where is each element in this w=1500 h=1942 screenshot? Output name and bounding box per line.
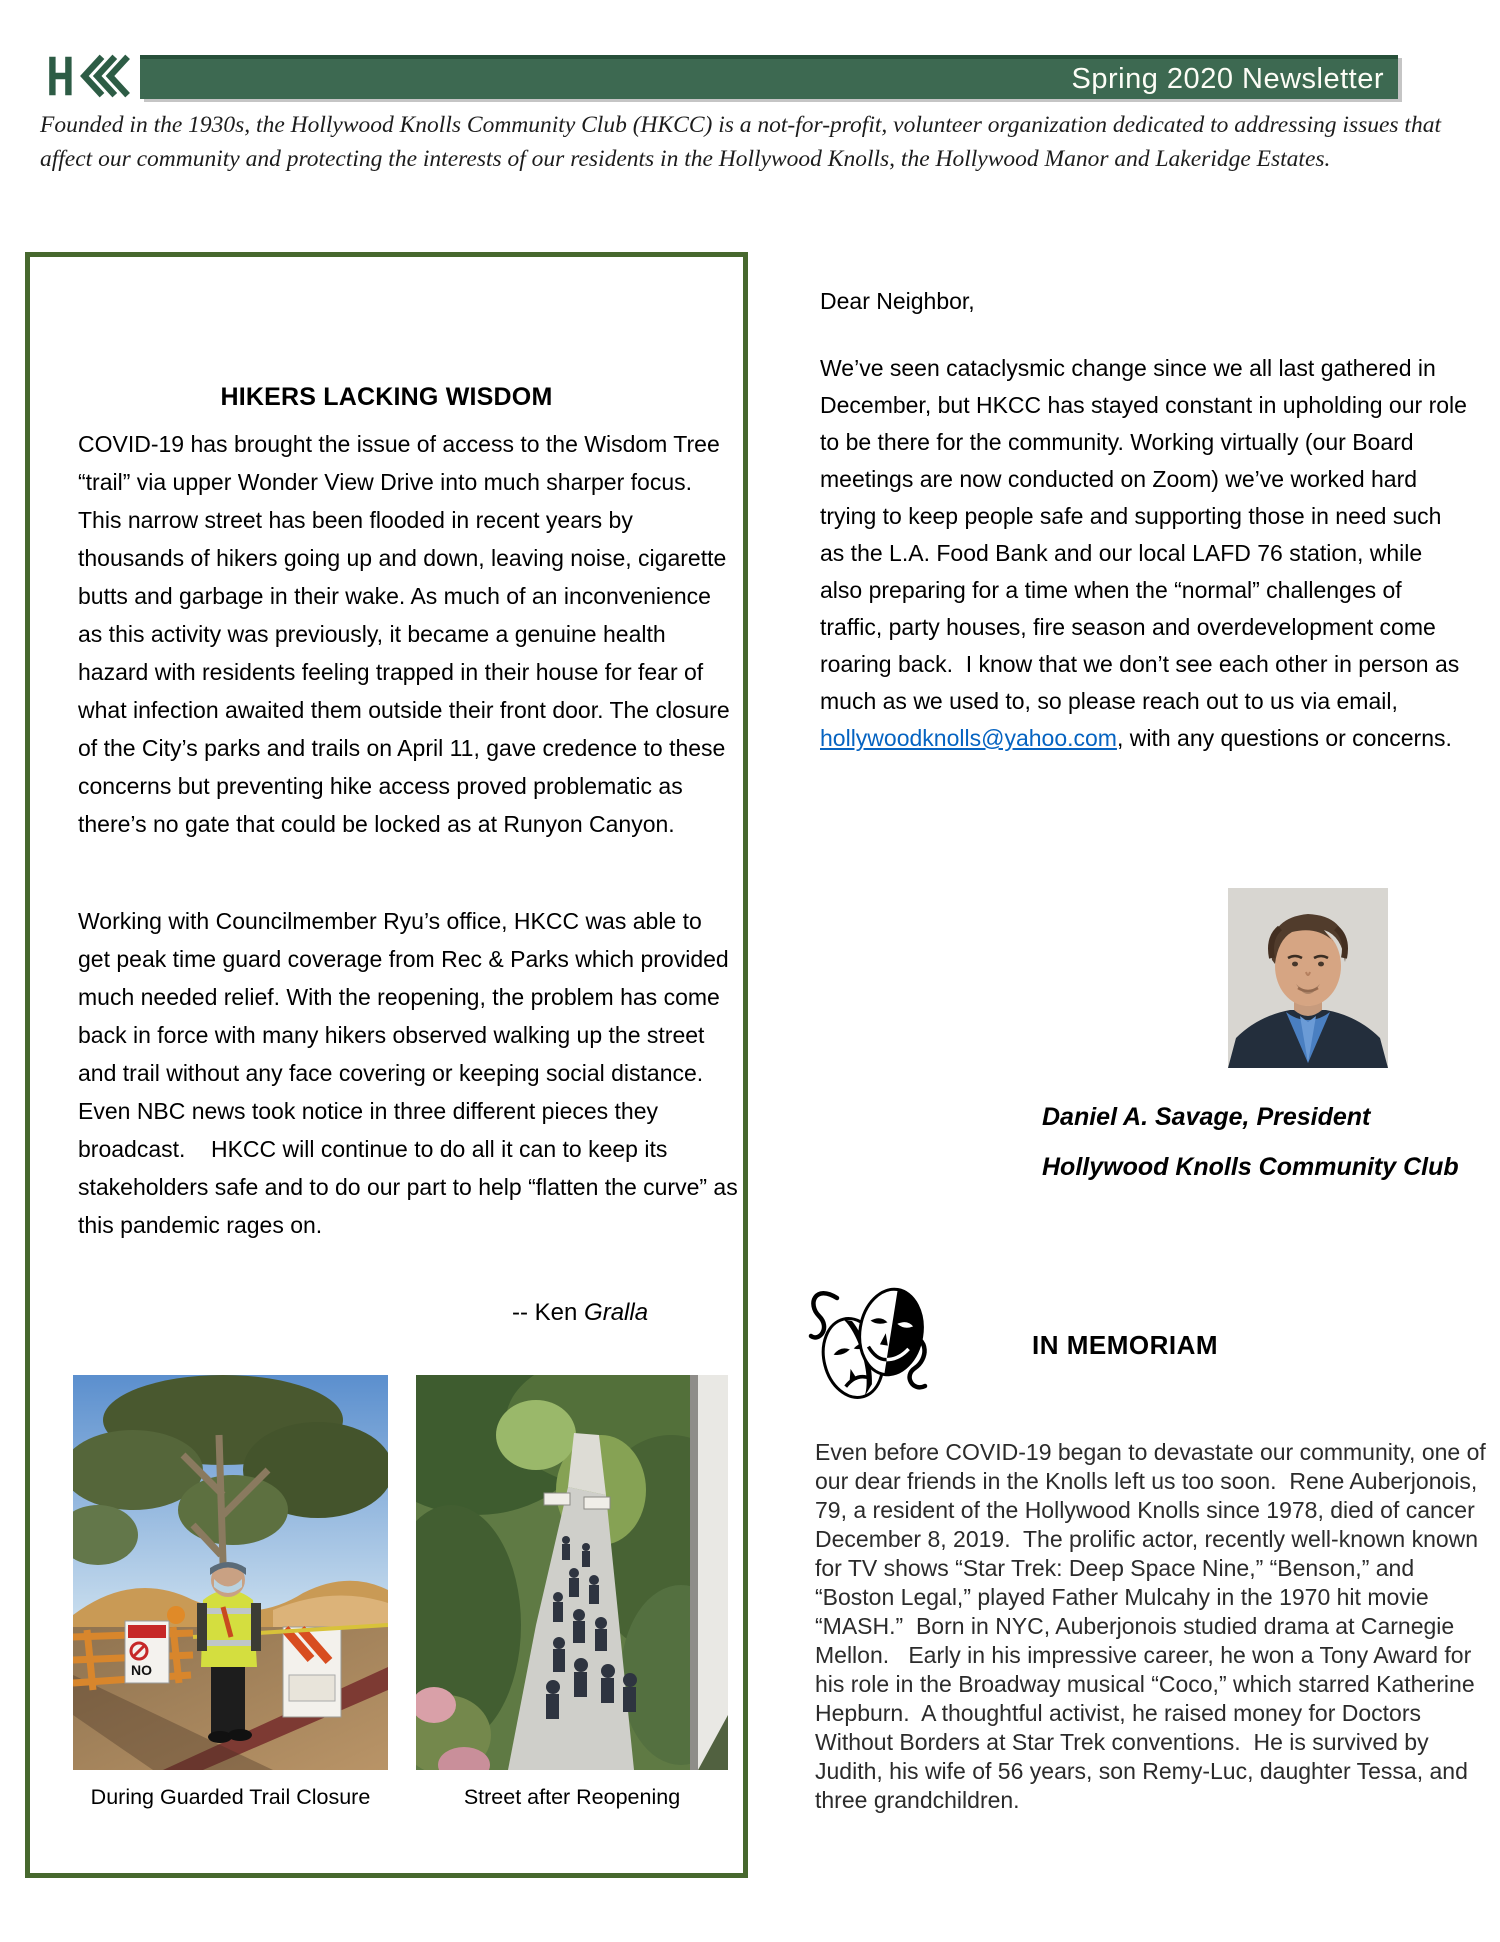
byline-prefix: -- Ken [512,1299,585,1326]
letter-body-text-end: , with any questions or concerns. [1116,725,1452,751]
signature-name: Daniel A. Savage, President [1042,1103,1371,1131]
article-paragraph-1: COVID-19 has brought the issue of access to the Wisdom Tree “trail” via upper Wonder View Drive into much sharper focus. This narrow street has been flooded in recent years by thousands of hikers going up and down, leaving noise, cigarette butts and garbage in their wake. As much of an inconvenience as this activity was previously, it became a genuine health hazard with residents feeling trapped in their house for fear of what infection awaited them outside their front door. The closure of the City’s parks and trails on April 11, gave credence to these concerns but preventing hike access proved problematic as there’s no gate that could be locked as at Runyon Canyon. [78,431,737,837]
photo1-caption: During Guarded Trail Closure [90,1785,371,1809]
svg-text:NO: NO [131,1662,152,1678]
letter-body [820,350,1474,757]
article-box [25,252,748,1878]
byline-author: Gralla [584,1299,649,1326]
letter-salutation: Dear Neighbor, [820,288,975,314]
article-byline [512,1299,648,1327]
signature-org: Hollywood Knolls Community Club [1042,1153,1459,1181]
letter-signature [1042,1092,1459,1192]
hkcc-logo-icon [46,50,142,102]
theater-masks-icon [803,1276,945,1408]
newsletter-title: Spring 2020 Newsletter [1071,62,1384,95]
article-title: HIKERS LACKING WISDOM [220,383,553,411]
header-bar [140,55,1398,99]
article-paragraph-2: Working with Councilmember Ryu’s office, HKCC was able to get peak time guard coverage from Rec & Parks which provided much needed relief. With the reopening, the problem has come back in force with many hikers observed walking up the street and trail without any face covering or keeping social distance. Even NBC news took notice in three different pieces they broadcast. HKCC will continue to do all it can to keep its stakeholders safe and to do our part to help “flatten the curve” as this pandemic rages on. [78,908,745,1238]
memoriam-title: IN MEMORIAM [1032,1330,1219,1360]
photo-president-headshot [1228,888,1388,1068]
memoriam-body: Even before COVID-19 began to devastate our community, one of our dear friends in the Knolls left us too soon. Rene Auberjonois, 79, a resident of the Hollywood Knolls since 1978, died of cancer December 8, 2019. The prolific actor, recently well-known known for TV shows “Star Trek: Deep Space Nine,” “Benson,” and “Boston Legal,” played Father Mulcahy in the 1970 hit movie “MASH.” Born in NYC, Auberjonois studied drama at Carnegie Mellon. Early in his impressive career, he won a Tony Award for his role in the Broadway musical “Coco,” which starred Katherine Hepburn. A thoughtful activist, he raised money for Doctors Without Borders at Star Trek conventions. He is survived by Judith, his wife of 56 years, son Remy-Luc, daughter Tessa, and three grandchildren. [815,1439,1493,1813]
photo-street-reopening [416,1375,728,1770]
photo2-caption: Street after Reopening [463,1785,681,1809]
mission-statement: Founded in the 1930s, the Hollywood Knolls Community Club (HKCC) is a not-for-profit, volunteer organization dedicated to addressing issues that affect our community and protecting the interests of our residents in the Hollywood Knolls, the Hollywood Manor and Lakeridge Estates. [40,112,1441,172]
email-link[interactable]: hollywoodknolls@yahoo.com [820,725,1117,751]
letter-body-text: We’ve seen cataclysmic change since we all last gathered in December, but HKCC has stayed constant in upholding our role to be there for the community. Working virtually (our Board meetings are now conducted on Zoom) we’ve worked hard trying to keep people safe and supporting those in need such as the L.A. Food Bank and our local LAFD 76 station, while also preparing for a time when the “normal” challenges of traffic, party houses, fire season and overdevelopment come roaring back. I know that we don’t see each other in person as much as we used to, so please reach out to us via email, [820,355,1474,714]
photo-trail-closure [73,1375,388,1770]
